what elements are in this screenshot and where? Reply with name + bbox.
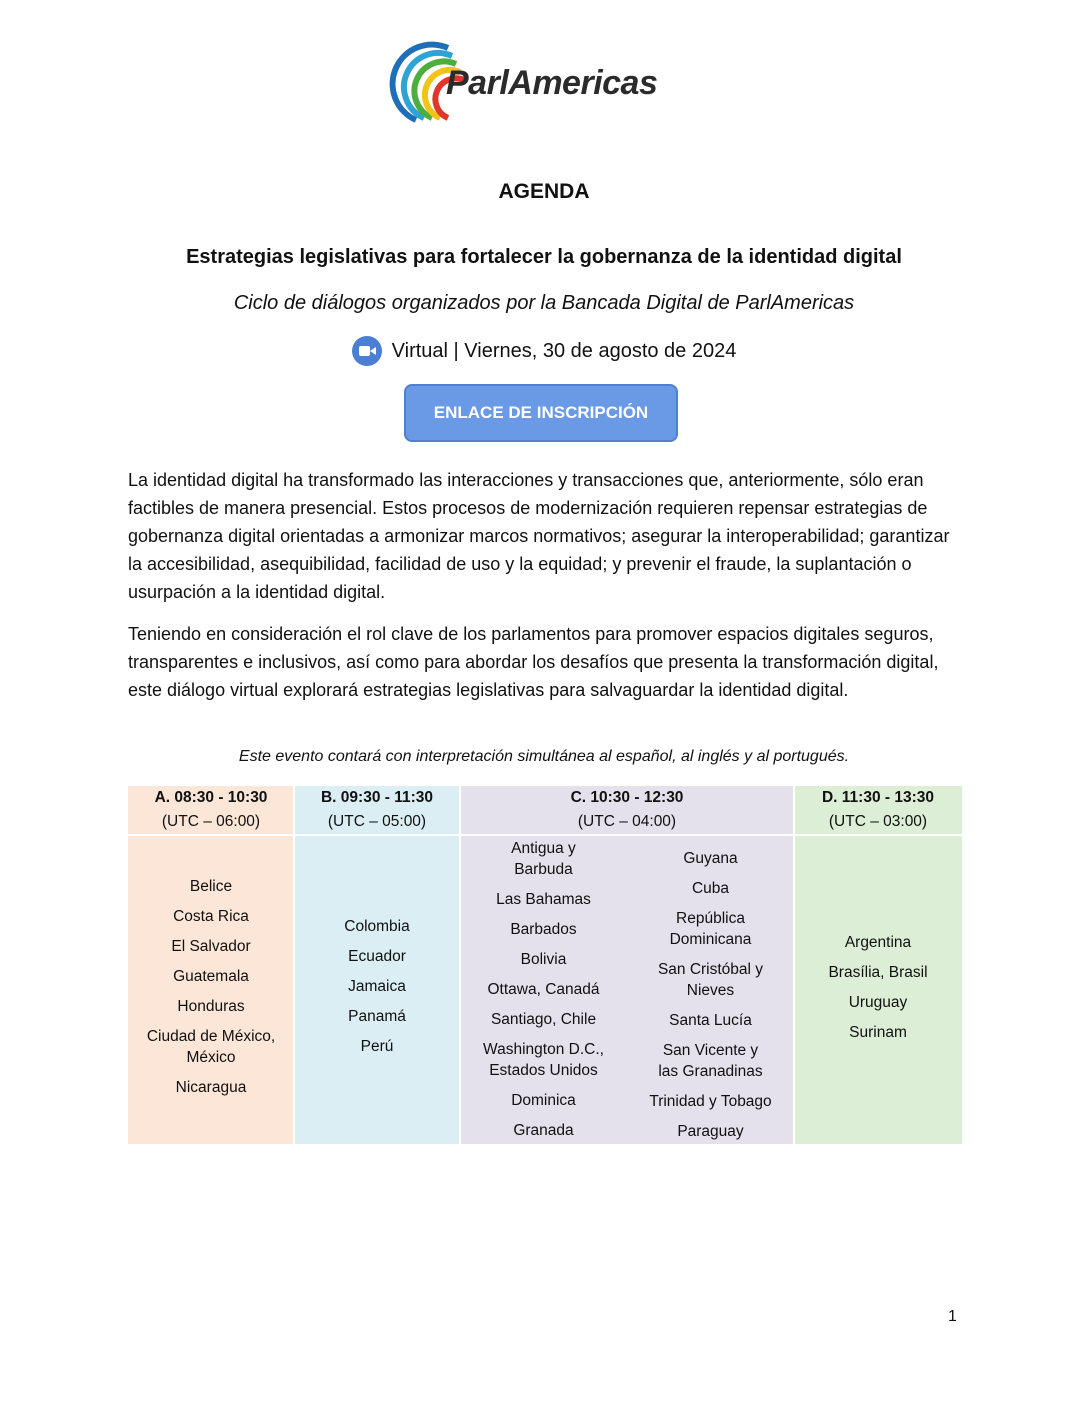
- list-item: Belice: [189, 878, 233, 895]
- page-number: 1: [948, 1308, 957, 1325]
- list-item: Ecuador: [348, 948, 406, 965]
- parlamericas-logo: [386, 38, 676, 128]
- column-a-header: [128, 786, 294, 836]
- list-item: República Dominicana: [669, 910, 752, 948]
- column-b-header: [294, 786, 460, 836]
- column-divider: [293, 786, 295, 1144]
- column-a-time: A. 08:30 - 10:30: [154, 789, 268, 806]
- list-item: Paraguay: [677, 1123, 744, 1140]
- dateline-text: Virtual | Viernes, 30 de agosto de 2024: [391, 339, 737, 362]
- column-c-countries-right: [627, 848, 794, 1151]
- page-title: Estrategias legislativas para fortalecer la gobernanza de la identidad digital: [186, 246, 902, 268]
- agenda-heading: AGENDA: [498, 180, 590, 203]
- list-item: Granada: [513, 1122, 574, 1139]
- column-d-countries: [794, 932, 962, 1052]
- column-d-header: [794, 786, 962, 836]
- list-item: Las Bahamas: [496, 891, 591, 908]
- list-item: Perú: [360, 1038, 394, 1055]
- list-item: Antigua y Barbuda: [511, 840, 576, 878]
- column-c-header: [460, 786, 794, 836]
- list-item: Ottawa, Canadá: [487, 981, 600, 998]
- column-d-time: D. 11:30 - 13:30: [821, 789, 934, 806]
- list-item: Honduras: [177, 998, 245, 1015]
- list-item: Guyana: [683, 850, 738, 867]
- interpretation-note: Este evento contará con interpretación simultánea al español, al inglés y al portugués.: [238, 748, 850, 765]
- schedule-column-a: [128, 786, 294, 1144]
- list-item: Trinidad y Tobago: [649, 1093, 772, 1110]
- column-divider: [459, 786, 461, 1144]
- column-c-utc: (UTC – 04:00): [577, 813, 677, 830]
- list-item: San Cristóbal y Nieves: [657, 961, 764, 999]
- logo-text: ParlAmericas: [446, 64, 658, 102]
- list-item: Jamaica: [348, 978, 406, 995]
- list-item: Panamá: [348, 1008, 406, 1025]
- intro-paragraph: La identidad digital ha transformado las interacciones y transacciones que, anteriormente, sólo eran factibles de manera presencial. Estos procesos de modernización requieren repensar estrategias de gobernanza digital orientadas a armonizar marcos normativos; asegurar la interoperabilidad; garantizar la accesibilidad, asequibilidad, facilidad de uso y la equidad; y prevenir el fraude, la suplantación o usurpación a la identidad digital.: [128, 470, 950, 602]
- column-a-utc: (UTC – 06:00): [161, 813, 261, 830]
- registration-link-button[interactable]: ENLACE DE INSCRIPCIÓN: [404, 384, 678, 442]
- column-b-utc: (UTC – 05:00): [327, 813, 427, 830]
- schedule-column-d: [794, 786, 962, 1144]
- column-b-time: B. 09:30 - 11:30: [320, 789, 433, 806]
- zoom-video-icon: [352, 336, 382, 366]
- schedule-column-c: [460, 786, 794, 1144]
- column-b-countries: [294, 916, 460, 1066]
- list-item: Colombia: [344, 918, 410, 935]
- list-item: Nicaragua: [175, 1079, 247, 1096]
- column-d-utc: (UTC – 03:00): [828, 813, 928, 830]
- event-dateline: [0, 336, 1088, 366]
- list-item: Uruguay: [848, 994, 908, 1011]
- column-a-countries: [128, 876, 294, 1107]
- column-c-time: C. 10:30 - 12:30: [570, 789, 684, 806]
- list-item: Ciudad de México, México: [146, 1028, 276, 1066]
- list-item: Argentina: [844, 934, 912, 951]
- list-item: Santiago, Chile: [490, 1011, 597, 1028]
- list-item: Costa Rica: [173, 908, 249, 925]
- list-item: Barbados: [510, 921, 577, 938]
- list-item: Surinam: [849, 1024, 907, 1041]
- column-c-countries-left: [460, 838, 627, 1150]
- list-item: Brasília, Brasil: [828, 964, 928, 981]
- page-subtitle: Ciclo de diálogos organizados por la Bancada Digital de ParlAmericas: [233, 292, 855, 314]
- list-item: Santa Lucía: [669, 1012, 752, 1029]
- list-item: Guatemala: [173, 968, 249, 985]
- list-item: San Vicente y las Granadinas: [658, 1042, 763, 1080]
- list-item: Dominica: [511, 1092, 576, 1109]
- schedule-column-b: [294, 786, 460, 1144]
- schedule-table: [128, 786, 962, 1144]
- column-divider: [793, 786, 795, 1144]
- list-item: Bolivia: [520, 951, 567, 968]
- context-paragraph: Teniendo en consideración el rol clave de los parlamentos para promover espacios digitales seguros, transparentes e inclusivos, así como para abordar los desafíos que presenta la transformación digital, este diálogo virtual explorará estrategias legislativas para salvaguardar la identidad digital.: [128, 624, 939, 700]
- list-item: El Salvador: [171, 938, 251, 955]
- list-item: Cuba: [691, 880, 730, 897]
- list-item: Washington D.C., Estados Unidos: [483, 1041, 604, 1079]
